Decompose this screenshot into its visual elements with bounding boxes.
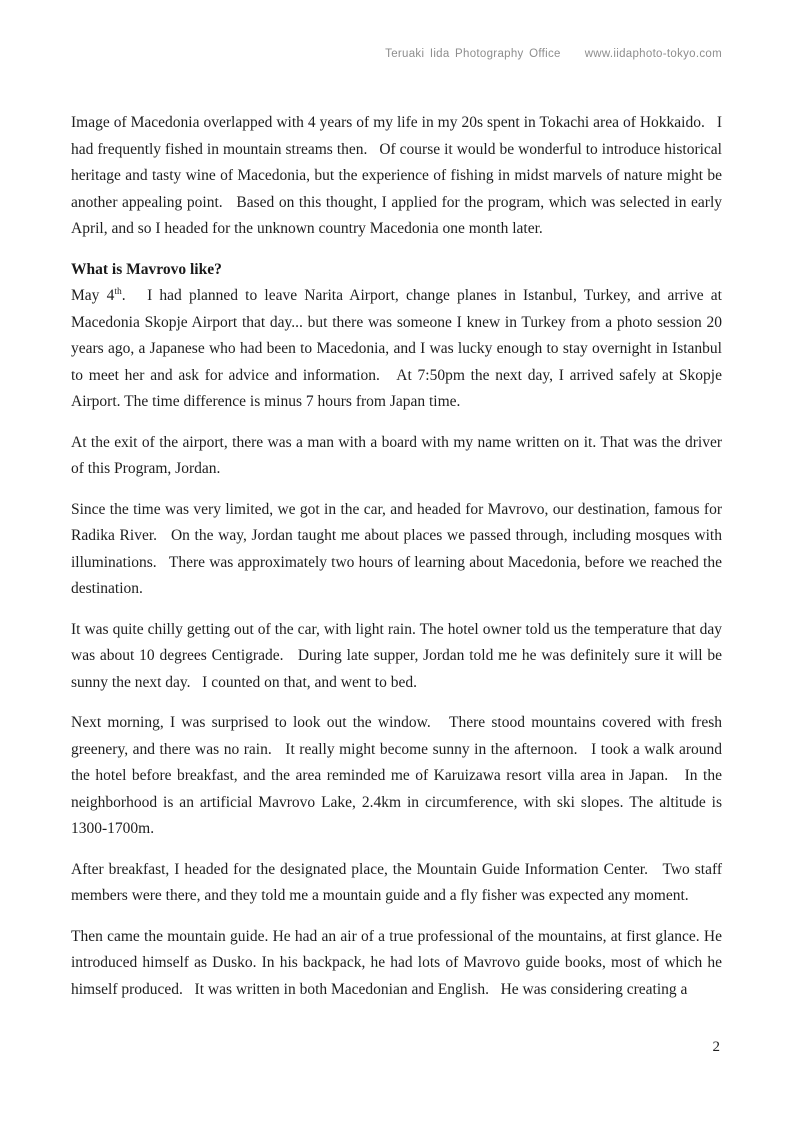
paragraph-intro: Image of Macedonia overlapped with 4 years of my life in my 20s spent in Tokachi area of Hokkaido. I had frequently fished in mountain streams then. Of course it would be wonderful to introduce historical heritage and tasty wine of Macedonia, but the experience of fishing in midst marvels of nature might be another appealing point. Based on this thought, I applied for the program, which was selected in early April, and so I headed for the unknown country Macedonia one month later.	[71, 114, 726, 237]
document-content	[71, 110, 726, 1003]
paragraph-chilly: It was quite chilly getting out of the car, with light rain. The hotel owner told us the temperature that day was about 10 degrees Centigrade. During late supper, Jordan told me he was definitely sure it will be sunny the next day. I counted on that, and went to bed.	[71, 620, 726, 691]
page-number: 2	[712, 1039, 720, 1055]
paragraph-airport-exit: At the exit of the airport, there was a man with a board with my name written on it. That was the driver of this Program, Jordan.	[71, 433, 726, 477]
page-header	[71, 48, 722, 60]
paragraph-car-ride: Since the time was very limited, we got in the car, and headed for Mavrovo, our destination, famous for Radika River. On the way, Jordan taught me about places we passed through, including mosques with illuminations. There was approximately two hours of learning about Macedonia, before we reached the destination.	[71, 500, 726, 597]
paragraph-mountain-guide: Then came the mountain guide. He had an air of a true professional of the mountains, at first glance. He introduced himself as Dusko. In his backpack, he had lots of Mavrovo guide books, most of which he himself produced. It was written in both Macedonian and English. He was considering creating a	[71, 927, 726, 998]
paragraph-after-breakfast: After breakfast, I headed for the designated place, the Mountain Guide Information Center. Two staff members were there, and they told me a mountain guide and a fly fisher was expected any moment.	[71, 860, 726, 904]
paragraph-next-morning: Next morning, I was surprised to look out the window. There stood mountains covered with fresh greenery, and there was no rain. It really might become sunny in the afternoon. I took a walk around the hotel before breakfast, and the area reminded me of Karuizawa resort villa area in Japan. In the neighborhood is an artificial Mavrovo Lake, 2.4km in circumference, with ski slopes. The altitude is 1300-1700m.	[71, 714, 726, 837]
paragraph-may4-prefix: May 4	[71, 287, 115, 304]
office-name: Teruaki Iida Photography Office	[385, 48, 561, 60]
paragraph-may4-rest: . I had planned to leave Narita Airport, change planes in Istanbul, Turkey, and arrive at Macedonia Skopje Airport that day... but there was someone I knew in Turkey from a photo session 20 years ago, a Japanese who had been to Macedonia, and I was lucky enough to stay overnight in Istanbul to meet her and ask for advice and information. At 7:50pm the next day, I arrived safely at Skopje Airport. The time difference is minus 7 hours from Japan time.	[71, 287, 726, 410]
website-url: www.iidaphoto-tokyo.com	[584, 48, 722, 60]
paragraph-may4	[71, 283, 726, 416]
ordinal-superscript: th	[114, 286, 122, 297]
section-heading-mavrovo: What is Mavrovo like?	[71, 260, 222, 278]
page-footer	[713, 1039, 721, 1056]
